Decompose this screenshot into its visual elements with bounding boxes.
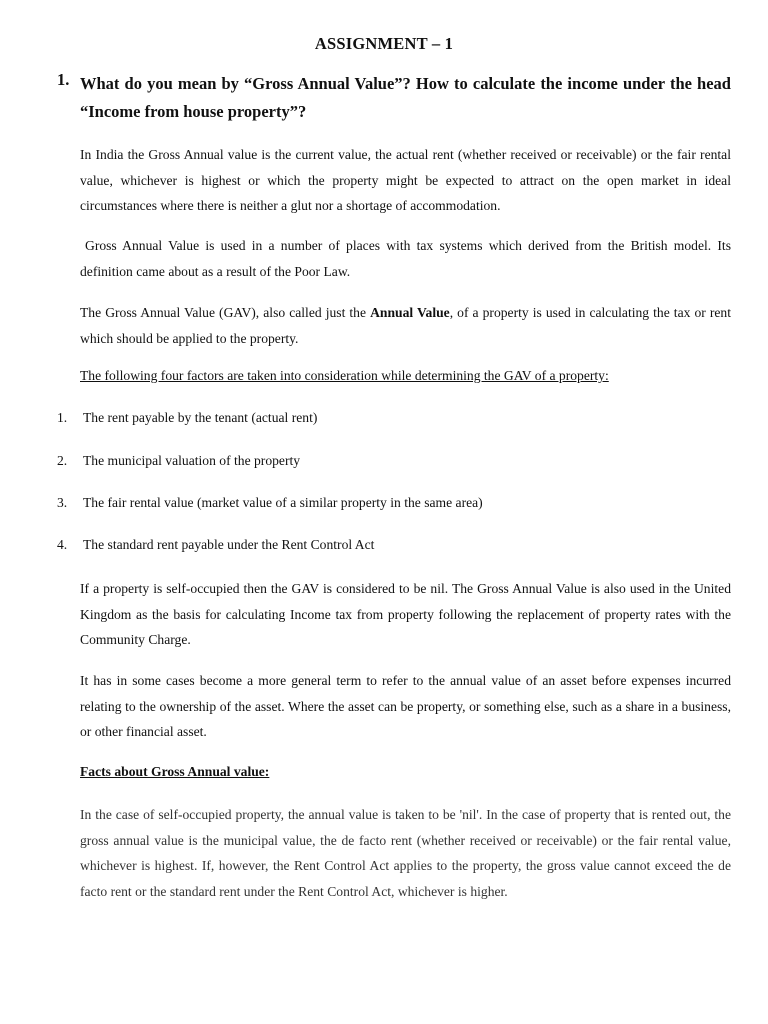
factor-number: 3. bbox=[57, 495, 68, 510]
factors-heading: The following four factors are taken into consideration while determining the GAV of a property: bbox=[80, 368, 609, 383]
factor-number: 1. bbox=[57, 410, 68, 425]
question-text: What do you mean by “Gross Annual Value”? How to calculate the income under the head “Income from house property”? bbox=[80, 74, 731, 121]
paragraph-gav-india: In India the Gross Annual value is the current value, the actual rent (whether received or receivable) or the fair rental value, whichever is highest or which the property might be expected to attract on the open market in ideal circumstances where there is neither a glut nor a shortage of accommodation. bbox=[80, 147, 731, 214]
facts-heading: Facts about Gross Annual value: bbox=[80, 764, 270, 779]
factor-text: The rent payable by the tenant (actual rent) bbox=[83, 410, 318, 425]
paragraph-general-term: It has in some cases become a more general term to refer to the annual value of an asset before expenses incurred relating to the ownership of the asset. Where the asset can be property, or something else, such as a share in a business, or other financial asset. bbox=[80, 673, 731, 740]
factor-item bbox=[57, 493, 483, 513]
gav-definition-start: The Gross Annual Value (GAV), also called just the bbox=[80, 305, 371, 320]
factor-number: 2. bbox=[57, 453, 68, 468]
paragraph-self-occupied: If a property is self-occupied then the GAV is considered to be nil. The Gross Annual Value is also used in the United Kingdom as the basis for calculating Income tax from property following the replacement of property rates with the Community Charge. bbox=[80, 581, 731, 648]
factor-text: The municipal valuation of the property bbox=[83, 453, 301, 468]
factor-text: The standard rent payable under the Rent Control Act bbox=[83, 537, 375, 552]
factor-number: 4. bbox=[57, 537, 68, 552]
annual-value-term: Annual Value bbox=[370, 305, 450, 320]
factor-item bbox=[57, 451, 300, 471]
page-title: ASSIGNMENT – 1 bbox=[314, 34, 454, 53]
factor-text: The fair rental value (market value of a similar property in the same area) bbox=[83, 495, 483, 510]
factor-item bbox=[57, 535, 374, 555]
paragraph-gav-definition bbox=[80, 300, 731, 351]
question-number: 1. bbox=[57, 70, 70, 89]
gav-definition-end: , of a property is used in calculating the tax or rent which should be applied to the property. bbox=[80, 305, 731, 346]
paragraph-gav-usage: Gross Annual Value is used in a number of places with tax systems which derived from the British model. Its definition came about as a result of the Poor Law. bbox=[80, 238, 731, 279]
paragraph-facts: In the case of self-occupied property, the annual value is taken to be 'nil'. In the case of property that is rented out, the gross annual value is the municipal value, the de facto rent (whether received or receivable) or the fair rental value, whichever is highest. If, however, the Rent Control Act applies to the property, the gross value cannot exceed the de facto rent or the standard rent under the Rent Control Act, whichever is higher. bbox=[80, 807, 731, 899]
factor-item bbox=[57, 408, 317, 428]
